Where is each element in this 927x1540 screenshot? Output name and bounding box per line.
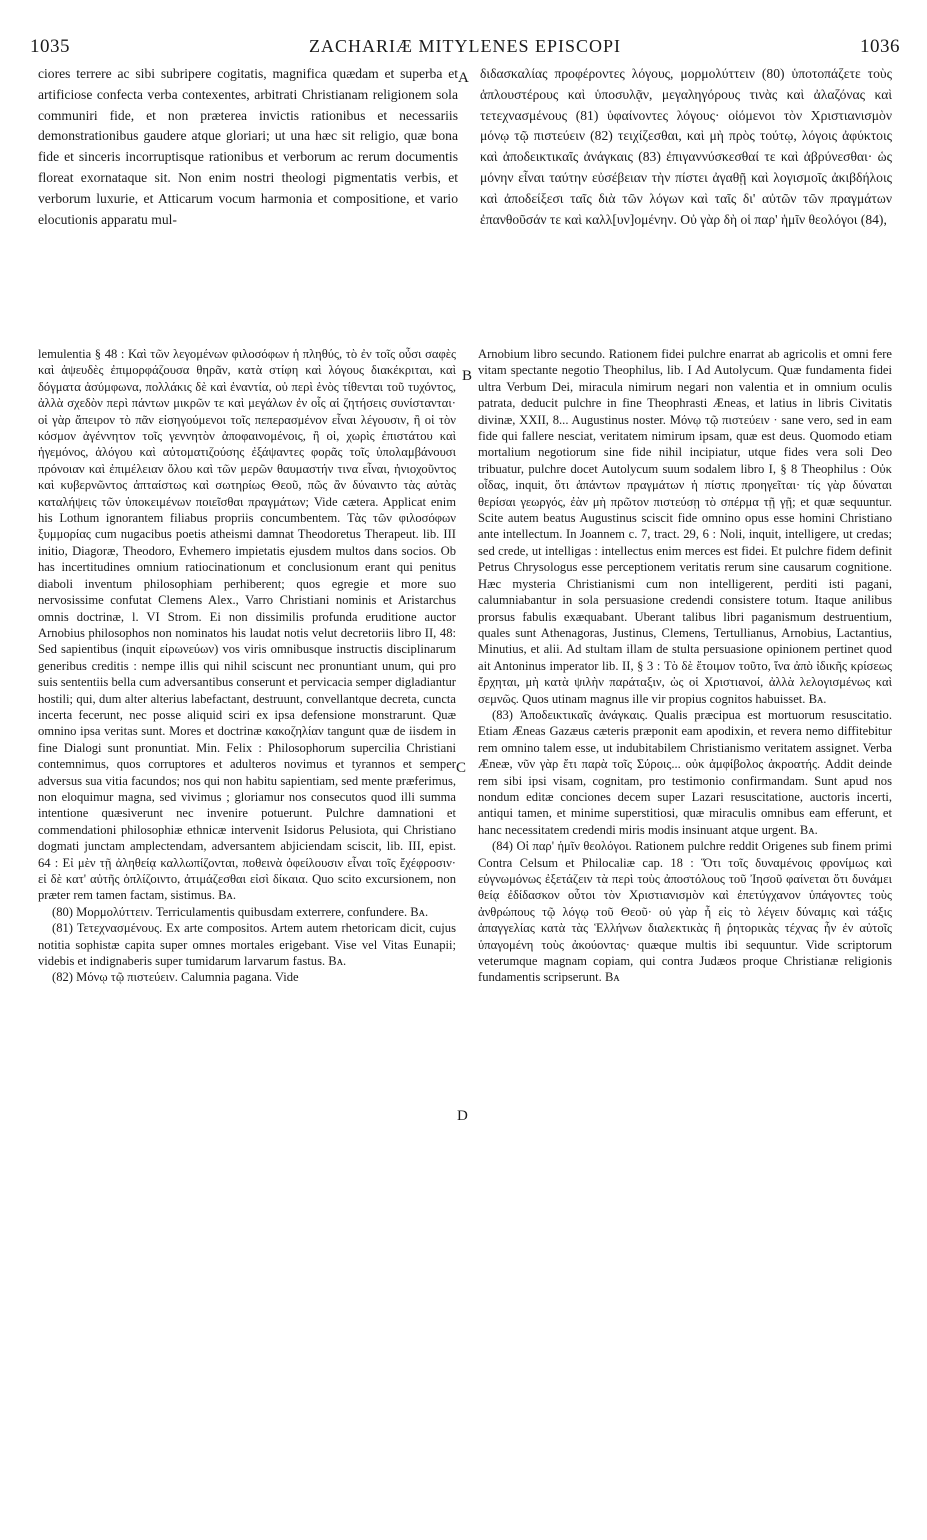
- section-marker-b: B: [462, 368, 473, 384]
- note-81: (81) Τετεχνασμένους. Ex arte compositos. Artem autem rhetoricam dicit, cujus notitia sophistæ capita super omnes mortales erigebant. Vise vel Vitas Eunapii; videbis et indignaberis super tumidarum larvarum fastus. Bᴀ.: [38, 921, 456, 969]
- page-header: [30, 36, 900, 60]
- note-82-continuation: Arnobium libro secundo. Rationem fidei pulchre enarrat ab agricolis et omni fere vitam spectante negotio Theophilus, lib. I Ad Autolycum. Quæ fundamenta fidei ultra Verbum Dei, miracula nimirum negari non valentia et in omnium oculis patrata, deducit pulchre in fine Theophrasti Æneas, et latius in libris Civitatis divinæ, XXII, 8... Augustinus noster. Μόνῳ τῷ πιστεύειν · sane vero, sed in eam fide qui fallere nesciat, veritatem nimirum ipsam, quæ est deus. Quomodo etiam mortalium negotiorum sine fide nihil incipiatur, utque fides vera soli Deo tribuatur, pulchre docet Autolycum suum sodalem libro I, § 8 Theophilus : Οὐκ οἶδας, inquit, ὅτι ἁπάντων πραγμάτων ἡ πίστις προηγεῖται· τίς γὰρ δύναται θερίσαι γεωργός, ἐὰν μὴ πρῶτον πιστεύσῃ τὸ σπέρμα τῇ γῇ; et quæ sequuntur. Scite autem beatus Augustinus sciscit fide omnino opus esse homini Christiano ante intellectum. In Joannem c. 7, tract. 29, 6 : Noli, inquit, intelligere, ut credas; sed crede, ut intelligas : intellectus enim merces est fidei. Et pulchre fidem definit Petrus Chrysologus esse perceptionem veritatis rerum sine causarum cognitione. Hæc mysteria Christianismi cum non intelligerent, perditi isti pagani, calumniabantur in sola persuasione credendi consistere totum. Itaque anilibus prorsus fabulis exæquabant. Uberant talibus libri paganismum destruentium, quales sunt Athenagoras, Justinus, Clemens, Tertullianus, Arnobius, Lactantius, Minutius, et alii. Ad stultam illam de stulta persuasione opinionem pertinet quod ait Antoninus imperator lib. II, § 3 : Τὸ δὲ ἕτοιμον τοῦτο, ἵνα ἀπὸ ἰδικῆς κρίσεως ἔρχηται, μὴ κατὰ ψιλὴν παράταξιν, ὡς οἱ Χριστιανοί, ἀλλὰ λελογισμένως καὶ σεμνῶς. Quos utinam magnus ille vir propius cognitos habuisset. Bᴀ.: [478, 347, 892, 706]
- note-84: (84) Οἱ παρ' ἡμῖν θεολόγοι. Rationem pulchre reddit Origenes sub finem primi Contra Celsum et Philocaliæ cap. 18 : Ὅτι τοῖς δυναμένοις φρονίμως καὶ εὐγνωμόνως ἐξετάζειν τὰ περὶ τοὺς ἀποστόλους τοῦ Ἰησοῦ φαίνεται ὅτι δυνάμει θείᾳ ἐδίδασκον οὗτοι τὸν Χριστιανισμὸν καὶ ἐπετύγχανον ὑπάγοντες τοὺς ἀνθρώπους τῷ λόγῳ τοῦ Θεοῦ· οὐ γὰρ ἦ εἰς τὸ λέγειν δύναμις καὶ τάξις ἀπαγγελίας κατὰ τὰς Ἑλλήνων διαλεκτικὰς ἢ ῥητορικὰς τέχνας ἦν ἐν αὐτοῖς ὑπαγομένη τοὺς ἀκούοντας· quæque multis ibi sequuntur. Vide scriptorum veterumque magnam copiam, qui contra Judæos proque Christianæ religionis fundamentis scripserunt. Bᴀ: [478, 839, 892, 985]
- running-title: ZACHARIÆ MITYLENES EPISCOPI: [308, 36, 621, 56]
- main-text-greek: [480, 64, 892, 230]
- right-page-number: 1036: [859, 36, 900, 57]
- note-80: (80) Μορμολύττειν. Terriculamentis quibusdam exterrere, confundere. Bᴀ.: [52, 904, 429, 919]
- section-marker-d: D: [457, 1108, 468, 1124]
- notes-column-right: [478, 346, 892, 1516]
- main-text-latin: [38, 64, 458, 230]
- note-83: (83) Ἀποδεικτικαῖς ἀνάγκαις. Qualis præcipua est mortuorum resuscitatio. Etiam Æneas Gazæus cæteris præponit eam apodixin, et revera nemo diffitebitur rem omnino talem esse, ut indubitabilem Christianismo veritatem assignet. Verba Æneæ, νῦν γὰρ ἔτι παρὰ τοῖς Σύροις... οὐκ ἀμφίβολος ἀκροατής. Addit deinde rem sibi ipsi visam, cognitam, pro testimonio confirmandam. Sunt apud nos nondum editæ conciones decem super Lazari resuscitatione, auctoris incerti, antiqui tamen, et minime superstitiosi, quæ miraculis omnibus eam efferunt, et hanc necessitatem credendi miris modis insinuant atque urgent. Bᴀ.: [478, 707, 892, 837]
- note-continuation: lemulentia § 48 : Καὶ τῶν λεγομένων φιλοσόφων ἡ πληθύς, τὸ ἐν τοῖς οὖσι σαφὲς καὶ ἀψευδὲς ἐπιμορφάζουσα θηρᾶν, κατὰ στίφη καὶ λόγους διακέκριται, καὶ δόγματα ἀσύμφωνα, πολλάκις δὲ καὶ ἐναντία, οὐ περὶ ἑνὸς τίθενται τοῦ τυχόντος, ἀλλὰ σχεδὸν περὶ πάντων μικρῶν τε καὶ μεγάλων ἐν οἷς αἱ ζητήσεις συνίστανται· οἱ γὰρ ἄπειρον τὸ πᾶν εἰσηγούμενοι τοῖς πεπερασμένον εἶναι λέγουσιν, ἢ οἱ τὸν κόσμον ἀγέννητον τοῖς γεννητὸν ἀποφαινομένοις, ἢ οἱ, χωρὶς ἐπιστάτου καὶ ἡγεμόνος, ἀλόγου καὶ αὐτοματιζούσης ἐξάψαντες φορᾶς τοῖς ὑπολαμβάνουσι πρόνοιαν καὶ ἐπιμέλειαν ὅλου καὶ τῶν μερῶν θαυμαστήν τινα εἶναι, ἡνιοχοῦντος καὶ κυβερνῶντος ἀπταίστως καὶ σωτηρίως Θεοῦ, πῶς ἂν δύναιντο τὰς αὐτὰς καταλήψεις τῶν ὑποκειμένων ποιεῖσθαι πραγμάτων; Vide cætera. Applicat enim his Lothum ignorantem filiabus propriis concumbentem. Τὰς τῶν φιλοσόφων ξυμμορίας cum nugacibus poetis atheismi damnat Theodoretus Therapeut. lib. III initio, Diagoræ, Theodoro, Evhemero impietatis ejusdem multos dans socios. Ob has incertitudines omnium ratiocinationum et conclusionum erant qui penitus diaboli inventum philosophiam perhiberent; quos egregie et more suo nervosissime confutat Clemens Alex., Varro Christiani nominis et Aristarchus omnis doctrinæ, l. VI Strom. Ei non dissimilis profunda eruditione auctor Arnobius philosophos non nominatos his laudat notis velut decretoriis libro II, 48: Sed sapientibus (inquit εἰρωνεύων) vos viris omnibusque instructis disciplinarum generibus creditis : nempe illis qui nihil sciscunt nec pronuntiant unum, qui pro suis sententiis bella cum adversantibus conserunt et pervicacia semper digladiantur hostili; qui, dum alter alterius labefactant, destruunt, convellantque decreta, cuncta incerta fecerunt, nec posse aliquid sciri ex ipsa defensione monstrarunt. Quæ omnino ipsa veritas sunt. Mores et doctrinæ κακοζηλίαν tangunt quæ de iisdem in fine Dialogi sunt pronuntiat. Min. Felix : Philosophorum supercilia Christiani contemnimus, quos corruptores et adulteros novimus et tyrannos et semper adversus sua vitia facundos; nos qui non habitu sapientiam, sed mente præferimus, non eloquimur magna, sed vivimus ; gloriamur nos consecutos quod illi summa intentione quæsiverunt nec invenire potuerunt. Pulchre damnationi et commendationi philosophiæ ethnicæ intervenit Isidorus Pelusiota, qui Christiano dogmati junctam amplectendam, adversantem abjiciendam sciscit, lib. III, epist. 64 : Εἰ μὲν τῇ ἀληθείᾳ καλλωπίζονται, ποθεινὰ ὀφείλουσιν εἶναι τοῖς ἔχέφροσιν· εἰ δὲ κατ' αὐτῆς ὁπλίζοιντο, ἀτιμάζεσθαι εἰσὶ δίκαια. Quo scito excursionem, non præter rem tamen factam, sistimus. Bᴀ.: [38, 347, 456, 903]
- latin-paragraph: ciores terrere ac sibi subripere cogitatis, magnifica quædam et superba et artificiose confecta verba contexentes, arbitrati Christianam religionem sola communiri fide, et non præterea invictis rationibus et necessariis demonstrationibus gaudere atque gloriari; ut una hæc sit religio, quæ bona fide et sinceris incorruptisque rationibus et verborum ac rerum documentis floreat exornataque sit. Non enim nostri theologi pigmentatis verbis, et verborum luxurie, et Atticarum vocum harmonia et compositione, et vario elocutionis apparatu mul-: [38, 66, 458, 227]
- section-marker-c: C: [456, 760, 467, 776]
- left-page-number: 1035: [30, 36, 70, 57]
- section-marker-a: A: [458, 70, 469, 86]
- greek-paragraph: διδασκαλίας προφέροντες λόγους, μορμολύττειν (80) ὑποτοπάζετε τοὺς ἁπλουστέρους καὶ ὑποσυλᾷν, μεγαληγόρους τινὰς καὶ ἀλαζόνας καὶ τετεχνασμένους (81) ὑφαίνοντες λόγους· οἰόμενοι τὸν Χριστιανισμὸν μόνῳ τῷ πιστεύειν (82) τειχίζεσθαι, καὶ μὴ πρὸς τούτῳ, λόγοις ἀφύκτοις καὶ ἀποδεικτικαῖς ἀνάγκαις (83) ἐπιγαννύσκεσθαί τε καὶ ἀβρύνεσθαι· ὡς μόνην εἶναι ταύτην εὐσέβειαν τὴν πίστει ἀγαθῇ καὶ λογισμοῖς ἀκιβδήλοις καὶ ἀποδείξεσι ταῖς διὰ τῶν λόγων καὶ ταῖς δι' αὐτῶν τῶν πραγμάτων ἐπανθοῦσάν τε καὶ καλλ[υν]ομένην. Οὐ γὰρ δὴ οἱ παρ' ἡμῖν θεολόγοι (84),: [480, 66, 892, 227]
- notes-column-left: [38, 346, 456, 1516]
- note-82: (82) Μόνῳ τῷ πιστεύειν. Calumnia pagana. Vide: [52, 970, 299, 985]
